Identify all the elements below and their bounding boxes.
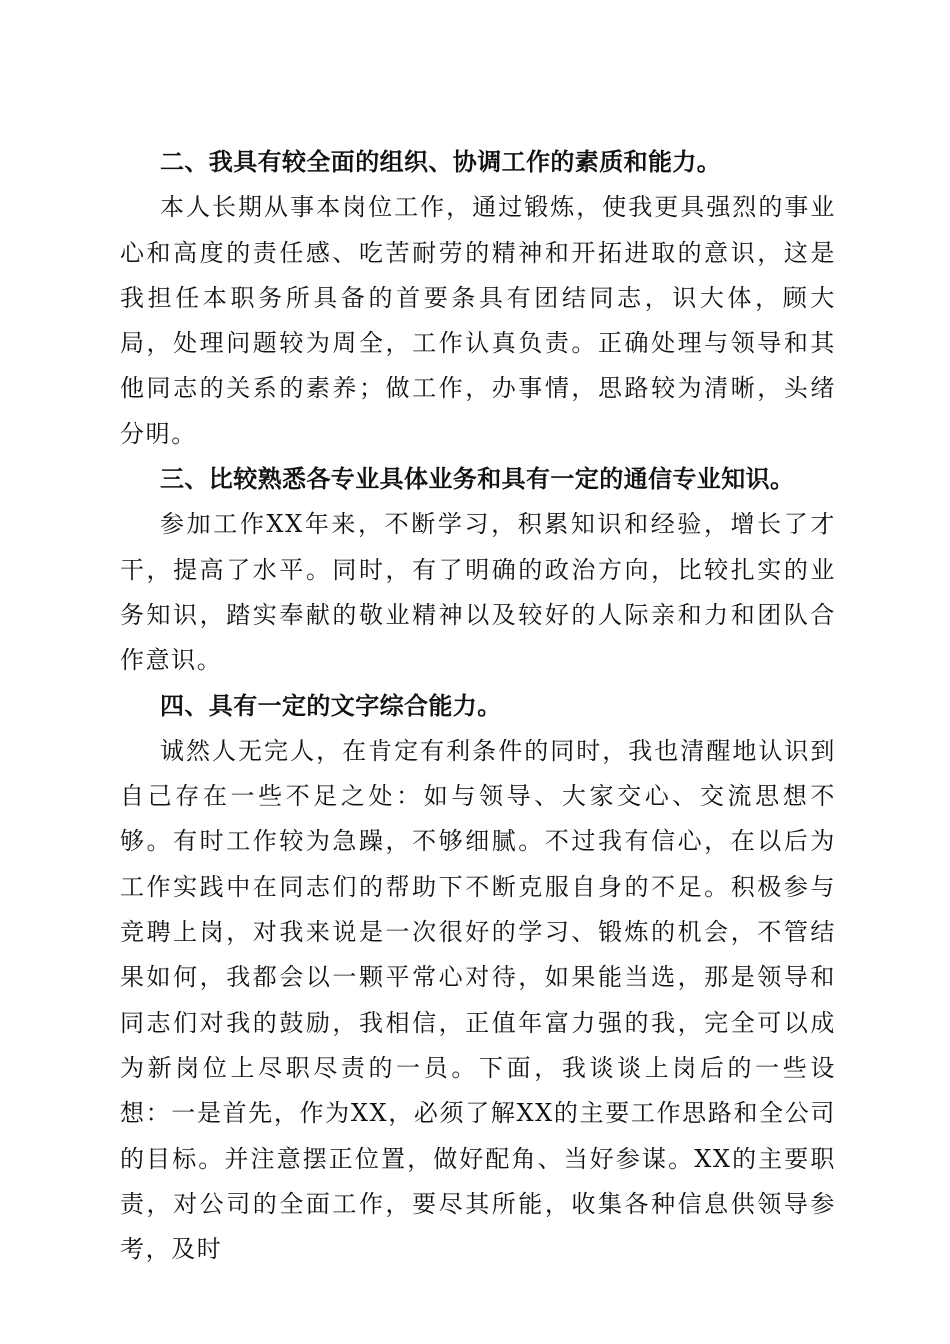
section-heading-3: 三、比较熟悉各专业具体业务和具有一定的通信专业知识。	[160, 465, 795, 494]
section-paragraph-4: 诚然人无完人，在肯定有利条件的同时，我也清醒地认识到自己存在一些不足之处：如与领导、大家交心、交流思想不够。有时工作较为急躁，不够细腻。不过我有信心，在以后为工作实践中在同志们的帮助下不断克服自身的不足。积极参与竞聘上岗，对我来说是一次很好的学习、锻炼的机会，不管结果如何，我都会以一颗平常心对待，如果能当选，那是领导和同志们对我的鼓励，我相信，正值年富力强的我，完全可以成为新岗位上尽职尽责的一员。下面，我谈谈上岗后的一些设想：一是首先，作为XX，必须了解XX的主要工作思路和全公司的目标。并注意摆正位置，做好配角、当好参谋。XX的主要职责，对公司的全面工作，要尽其所能，收集各种信息供领导参考，及时	[120, 736, 836, 1264]
section-heading-4: 四、具有一定的文字综合能力。	[160, 691, 502, 720]
section-paragraph-3: 参加工作XX年来，不断学习，积累知识和经验，增长了才干，提高了水平。同时，有了明确的政治方向，比较扎实的业务知识，踏实奉献的敬业精神以及较好的人际亲和力和团队合作意识。	[120, 510, 836, 675]
section-heading-2: 二、我具有较全面的组织、协调工作的素质和能力。	[160, 148, 722, 176]
section-paragraph-2: 本人长期从事本岗位工作，通过锻炼，使我更具强烈的事业心和高度的责任感、吃苦耐劳的精神和开拓进取的意识，这是我担任本职务所具备的首要条具有团结同志，识大体，顾大局，处理问题较为周全，工作认真负责。正确处理与领导和其他同志的关系的素养；做工作，办事情，思路较为清晰，头绪分明。	[120, 193, 836, 448]
document-body	[120, 140, 836, 1272]
